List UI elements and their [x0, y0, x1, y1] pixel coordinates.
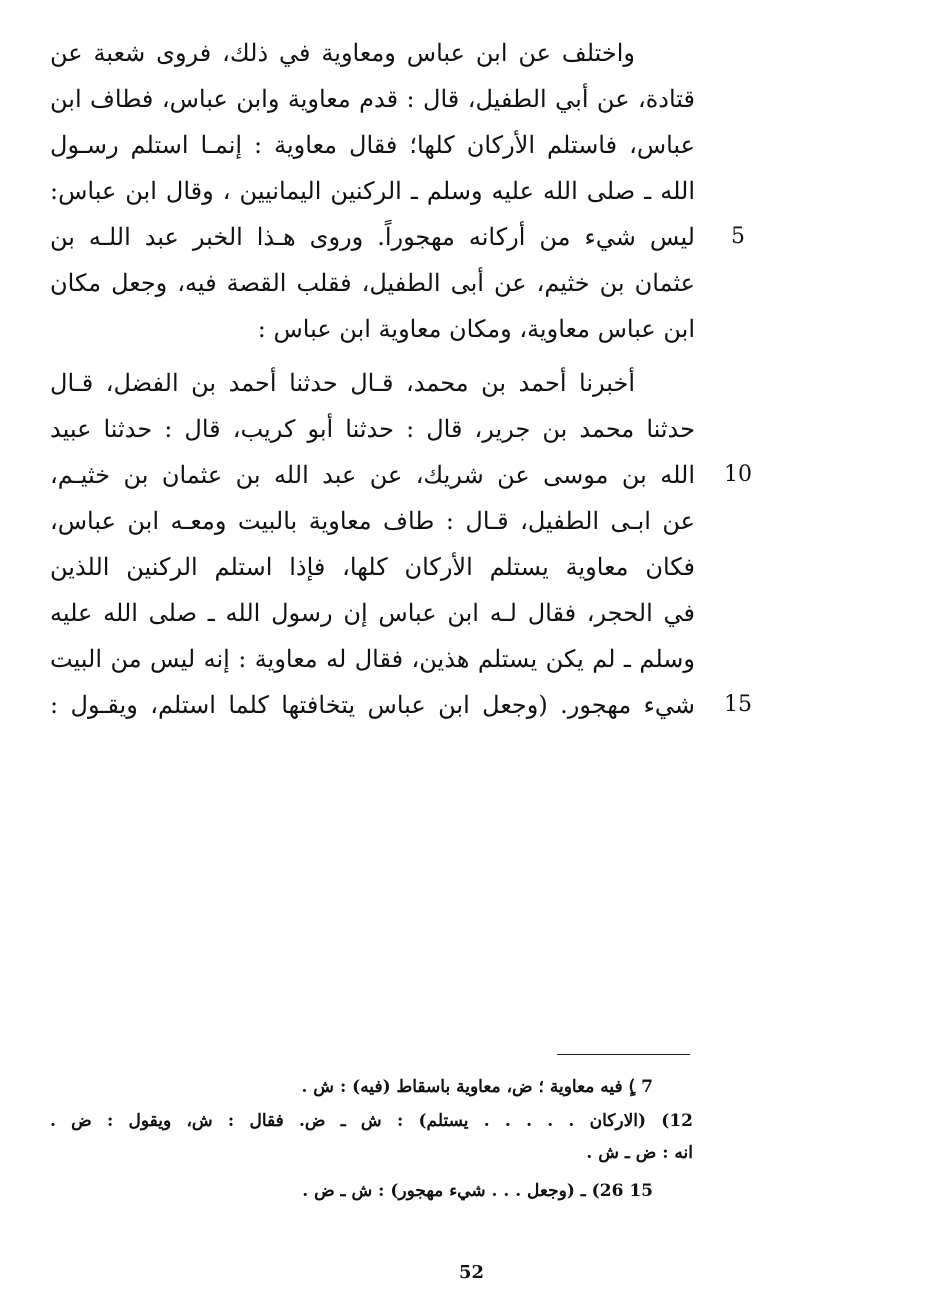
footnote-line: انه : ض ـ ش . [586, 1143, 693, 1163]
text-line: عباس، فاستلم الأركان كلها؛ فقال معاوية : إنمـا استلم رسـول [50, 131, 695, 159]
text-line: ليس شيء من أركانه مهجوراً. وروى هـذا الخبر عبد اللـه بن [50, 223, 695, 251]
page-number: 52 [458, 1262, 485, 1283]
footnote-line: 15 26) ـ (وجعل . . . شيء مهجور) : ش ـ ض . [302, 1181, 653, 1201]
text-line: عثمان بن خثيم، عن أبى الطفيل، فقلب القصة فيه، وجعل مكان [50, 269, 695, 297]
text-line: ابن عباس معاوية، ومكان معاوية ابن عباس : [257, 315, 695, 343]
footnote-separator [557, 1054, 690, 1055]
text-line: قتادة، عن أبي الطفيل، قال : قدم معاوية وابن عباس، فطاف ابن [50, 85, 695, 113]
footnote-line: 12) (الاركان . . . . . يستلم) : ش ـ ض. فقال : ش، ويقول : ض . [50, 1111, 693, 1131]
text-line: وسلم ـ لم يكن يستلم هذين، فقال له معاوية : إنه ليس من البيت [50, 645, 695, 673]
text-line: الله ـ صلى الله عليه وسلم ـ الركنين اليمانيين ، وقال ابن عباس: [50, 177, 695, 205]
line-number: 5 [731, 224, 745, 249]
text-line: الله بن موسى عن شريك، عن عبد الله بن عثمان بن خثيـم، [50, 461, 695, 489]
text-line: عن ابـى الطفيل، قـال : طاف معاوية بالبيت ومعـه ابن عباس، [50, 507, 695, 535]
line-number: 10 [724, 462, 752, 487]
line-number: 15 [724, 692, 752, 717]
text-line: شيء مهجور. (وجعل ابن عباس يتخافتها كلما استلم، ويقـول : [50, 691, 695, 719]
footnote-line: 7 )ٍ فيه معاوية ؛ ض، معاوية باسقاط (فيه) : ش . [301, 1077, 653, 1097]
text-line: واختلف عن ابن عباس ومعاوية في ذلك، فروى شعبة عن [50, 39, 635, 67]
text-line: فكان معاوية يستلم الأركان كلها، فإذا استلم الركنين اللذين [50, 553, 695, 581]
text-line: حدثنا محمد بن جرير، قال : حدثنا أبو كريب، قال : حدثنا عبيد [50, 415, 695, 443]
text-line: أخبرنا أحمد بن محمد، قـال حدثنا أحمد بن الفضل، قـال [50, 369, 635, 397]
text-line: في الحجر، فقال لـه ابن عباس إن رسول الله ـ صلى الله عليه [50, 599, 695, 627]
